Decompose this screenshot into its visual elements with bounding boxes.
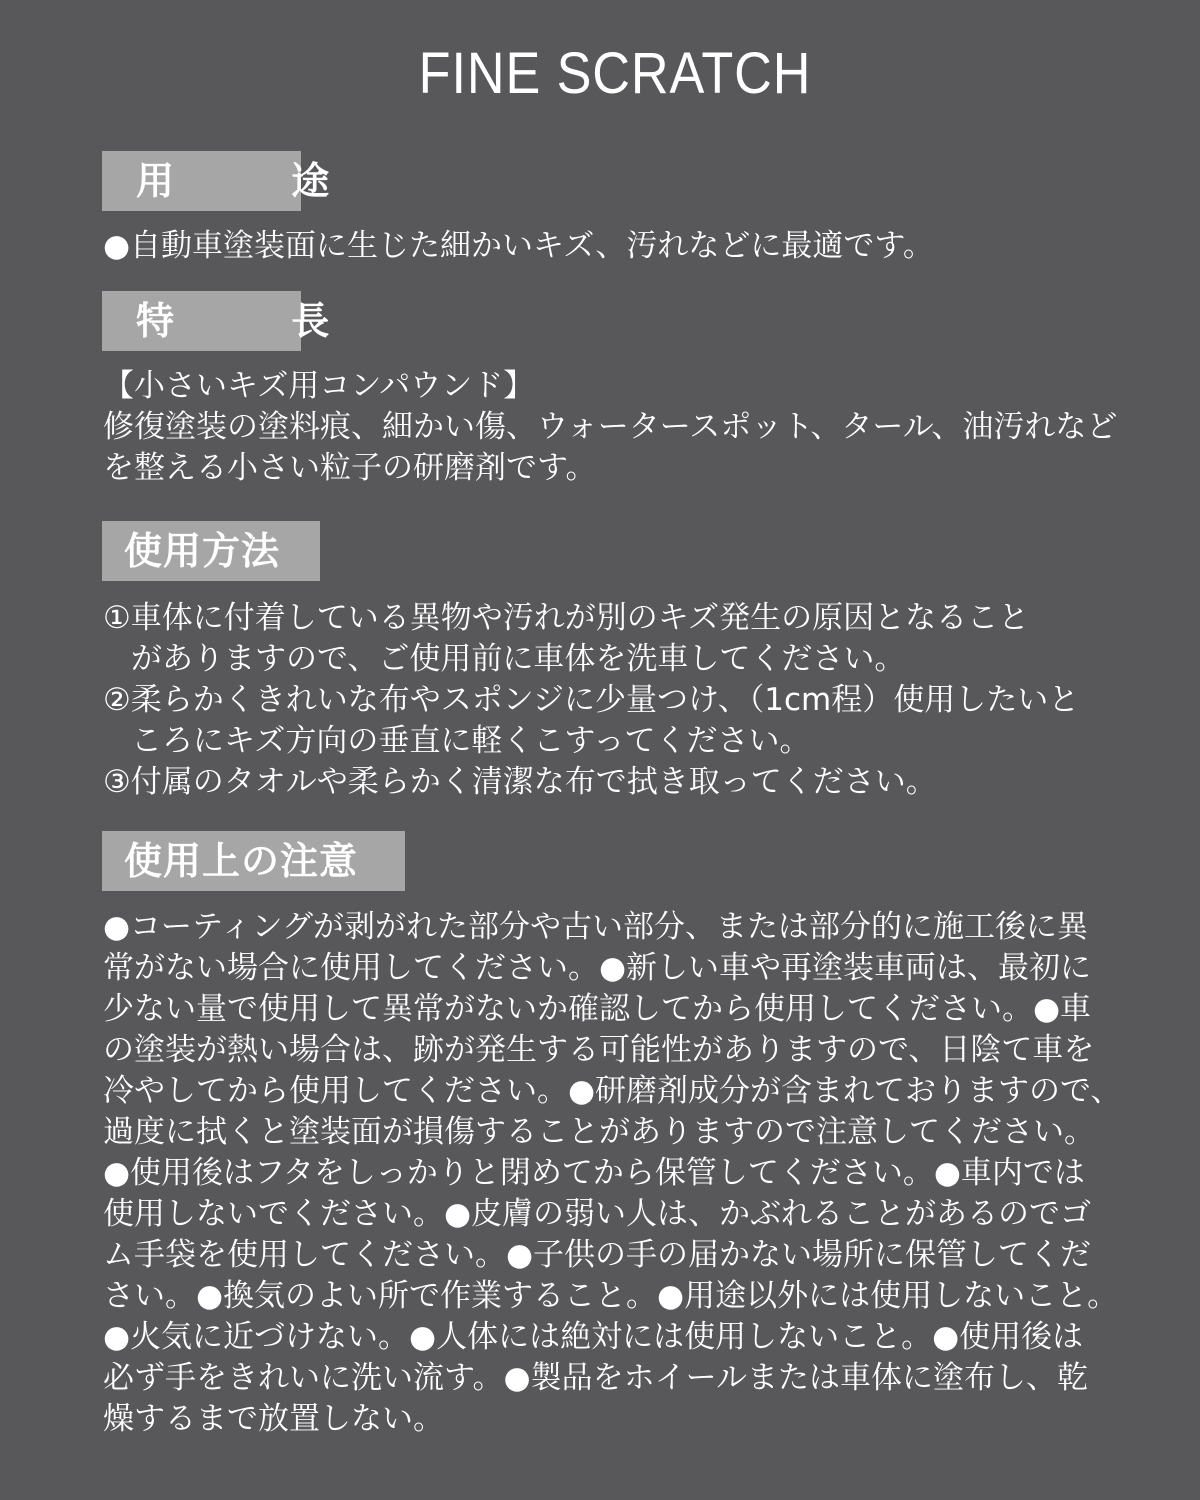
section-body-howto [103, 598, 1133, 803]
section-body-use [103, 226, 1133, 267]
section-heading-use: 用 途 [102, 151, 301, 211]
page-title: FINE SCRATCH [418, 41, 812, 106]
text-line: 使用しないでください。●皮膚の弱い人は、かぶれることがあるのでゴ [103, 1196, 1092, 1232]
text-line: ●使用後はフタをしっかりと閉めてから保管してください。●車内では [103, 1155, 1085, 1191]
text-line: さい。●換気のよい所で作業すること。●用途以外には使用しないこと。 [103, 1278, 1119, 1314]
section-heading-howto: 使用方法 [102, 521, 320, 581]
section-heading-cautions: 使用上の注意 [102, 831, 405, 891]
section-body-cautions [103, 907, 1133, 1440]
text-line: ●自動車塗装面に生じた細かいキズ、汚れなどに最適です。 [103, 228, 934, 264]
text-line: ●コーティングが剥がれた部分や古い部分、または部分的に施工後に異 [103, 909, 1088, 945]
text-line: ころにキズ方向の垂直に軽くこすってください。 [131, 723, 811, 759]
section-body-features [103, 366, 1133, 489]
text-line: 少ない量で使用して異常がないか確認してから使用してください。●車 [103, 991, 1092, 1027]
text-line: ●火気に近づけない。●人体には絶対には使用しないこと。●使用後は [103, 1319, 1084, 1355]
text-line: の塗装が熱い場合は、跡が発生する可能性がありますので、日陰て車を [103, 1032, 1095, 1068]
text-line: 【小さいキズ用コンパウンド】 [103, 368, 535, 404]
text-line: がありますので、ご使用前に車体を洗車してください。 [131, 641, 906, 677]
text-line: ①車体に付着している異物や汚れが別のキズ発生の原因となること [103, 600, 1030, 636]
text-line: ③付属のタオルや柔らかく清潔な布で拭き取ってください。 [103, 764, 937, 800]
text-line: 修復塗装の塗料痕、細かい傷、ウォータースポット、タール、油汚れなど [103, 409, 1118, 445]
text-line: ②柔らかくきれいな布やスポンジに少量つけ、（1cm程）使用したいと [103, 682, 1080, 718]
text-line: 常がない場合に使用してください。●新しい車や再塗装車両は、最初に [103, 950, 1092, 986]
text-line: 過度に拭くと塗装面が損傷することがありますので注意してください。 [103, 1114, 1095, 1150]
text-line: 冷やしてから使用してください。●研磨剤成分が含まれておりますので、 [103, 1073, 1122, 1109]
text-line: を整える小さい粒子の研磨剤です。 [103, 450, 597, 486]
text-line: 燥するまで放置しない。 [103, 1401, 444, 1437]
text-line: ム手袋を使用してください。●子供の手の届かない場所に保管してくだ [103, 1237, 1092, 1273]
section-heading-features: 特 長 [102, 291, 301, 351]
text-line: 必ず手をきれいに洗い流す。●製品をホイールまたは車体に塗布し、乾 [103, 1360, 1088, 1396]
